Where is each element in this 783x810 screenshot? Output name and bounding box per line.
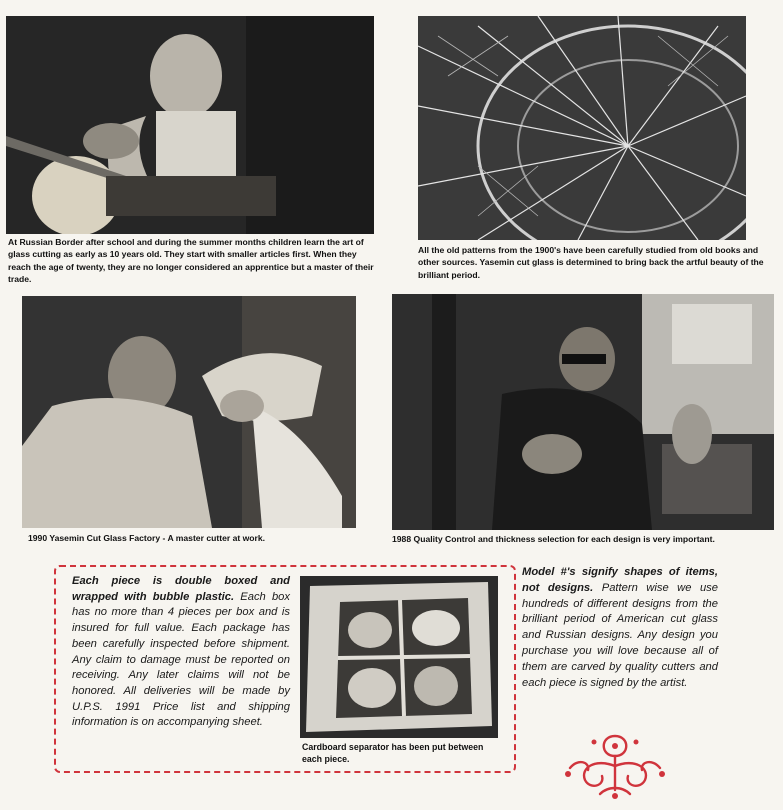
model-lead: Model #'s signify shapes of items, not designs. xyxy=(522,566,718,594)
model-text xyxy=(522,565,718,691)
caption-photo-3: 1990 Yasemin Cut Glass Factory - A master cutter at work. xyxy=(28,533,266,543)
packaging-lead: Each piece is double boxed and wrapped with bubble plastic. xyxy=(72,575,290,603)
photo-master-cutter xyxy=(22,296,356,528)
caption-photo-2: All the old patterns from the 1900's have been carefully studied from old books and other sources. Yasemin cut glass is determined to bring back the artful beauty of the brilliant period. xyxy=(418,245,764,280)
caption-photo-5: Cardboard separator has been put between each piece. xyxy=(302,742,484,765)
ornament-icon xyxy=(560,728,670,800)
model-body: Pattern wise we use hundreds of different designs from the brilliant period of American cut glass and Russian designs. Any design you purchase you will love because all of them are carved by quality cutters and each piece is signed by the artist. xyxy=(522,581,718,689)
photo-quality-control xyxy=(392,294,774,530)
photo-boy-cutting-glass xyxy=(6,16,374,234)
caption-photo-1: At Russian Border after school and during the summer months children learn the art of glass cutting as early as 10 years old. They start with smaller articles first. When they reach the age of twenty, they are no longer considered an apprentice but a master of their trade. xyxy=(8,237,374,285)
packaging-body: Each box has no more than 4 pieces per box and is insured for full value. Each package has been carefully inspected before shipment. Any claim to damage must be reported on receiving. Any later claims will not be honored. All deliveries will be made by U.P.S. 1991 Price list and shipping information is on accompanying sheet. xyxy=(72,590,290,729)
packaging-text xyxy=(72,574,290,731)
photo-cardboard-separator xyxy=(300,576,498,738)
caption-photo-4: 1988 Quality Control and thickness selection for each design is very important. xyxy=(392,534,715,544)
photo-cut-glass-pattern xyxy=(418,16,746,240)
